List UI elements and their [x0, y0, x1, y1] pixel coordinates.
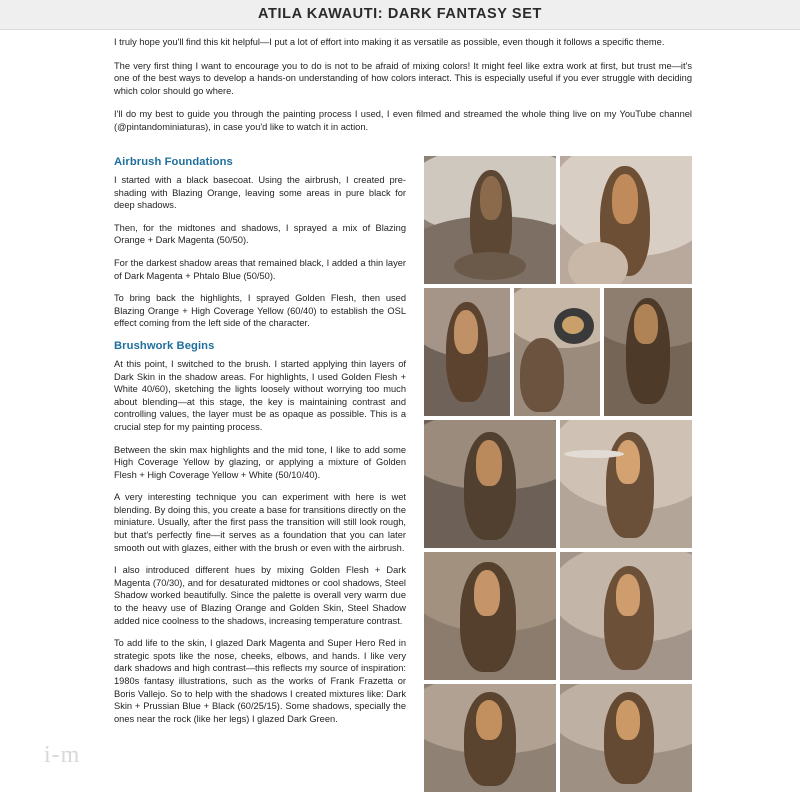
airbrush-paragraph-4: To bring back the highlights, I sprayed Golden Flesh, then used Blazing Orange + High Coverage Yellow (60/40) to establish the OSL effect coming from the left side of the character. [114, 293, 406, 329]
photo-brush-detail-right [560, 552, 692, 680]
photo-brush-on-figure [560, 420, 692, 548]
brushwork-paragraph-2: Between the skin max highlights and the mid tone, I like to add some High Coverage Yellow by glazing, or applying a mixture of Golden Flesh + High Coverage Yellow + White (50/10/40). [114, 444, 406, 480]
body-column [114, 156, 406, 735]
section-airbrush-foundations [114, 156, 406, 330]
intro-paragraph-1: I truly hope you'll find this kit helpful—I put a lot of effort into making it as versatile as possible, even though it follows a specific theme. [114, 37, 665, 47]
intro-paragraph-3: I'll do my best to guide you through the painting process I used, I even filmed and streamed the whole thing live on my YouTube channel (@pintandominiaturas), in case you'd like to watch it in action. [114, 109, 692, 132]
airbrush-paragraph-3: For the darkest shadow areas that remained black, I added a thin layer of Dark Magenta + Phtalo Blue (50/50). [114, 257, 406, 281]
gallery-row-5 [424, 684, 692, 792]
brushwork-paragraph-4: I also introduced different hues by mixing Golden Flesh + Dark Magenta (70/30), and for desaturated midtones or cool shadows, Steel Shadow worked beautifully. Since the palette is overall very warm due to the heavy use of Blazing Orange and Golden Skin, Steel Shadow added nice coolness to the shadows, increasing temperature contrast. [114, 565, 406, 626]
gallery-row-4 [424, 552, 692, 680]
section-heading-airbrush-foundations: Airbrush Foundations [114, 156, 233, 168]
brushwork-paragraph-1: At this point, I switched to the brush. I started applying thin layers of Dark Skin in the shadow areas. For highlights, I used Golden Flesh + White 40/60), sketching the lights loosely without worrying too much about blending—at this stage, the key is maintaining contrast and controlling values, the layer must be as opaque as possible. This is a crucial step for my painting process. [114, 358, 406, 432]
photo-miniature-brushwork [424, 420, 556, 548]
intro-paragraph-2: The very first thing I want to encourage you to do is not to be afraid of mixing colors! It might feel like extra work at first, but trust me—it's one of the best ways to develop a hands-on understanding of how colors interact. This is especially useful if you ever struggle with deciding which color should go where. [114, 60, 692, 96]
brushwork-paragraph-3: A very interesting technique you can experiment with here is wet blending. By doing this, you create a base for transitions directly on the miniature. Usually, after the first pass the transition will still look rough, but that's perfectly fine—it serves as a foundation that you can later smooth out with glazes, either with the brush or even with the airbrush. [114, 492, 406, 553]
intro-block [114, 36, 692, 145]
photo-miniature-highlights [424, 288, 510, 416]
page-title: ATILA KAWAUTI: DARK FANTASY SET [258, 6, 542, 22]
gallery-row-3 [424, 420, 692, 548]
gallery-row-1 [424, 156, 692, 284]
section-brushwork-begins [114, 340, 406, 725]
watermark: i-m [44, 742, 81, 768]
photo-miniature-final-left [424, 684, 556, 792]
section-heading-brushwork-begins: Brushwork Begins [114, 339, 215, 352]
airbrush-paragraph-2: Then, for the midtones and shadows, I sprayed a mix of Blazing Orange + Dark Magenta (50/50). [114, 222, 406, 246]
photo-miniature-orange-basecoat [560, 156, 692, 284]
photo-palette-and-brush [514, 288, 600, 416]
photo-miniature-detail-left [424, 552, 556, 680]
photo-miniature-final-right [560, 684, 692, 792]
airbrush-paragraph-1: I started with a black basecoat. Using the airbrush, I created pre-shading with Blazing Orange, leaving some areas in pure black for deep shadows. [114, 175, 406, 211]
photo-miniature-back-view [604, 288, 692, 416]
photo-miniature-pre-shading [424, 156, 556, 284]
photo-gallery [424, 156, 692, 796]
brushwork-paragraph-5: To add life to the skin, I glazed Dark Magenta and Super Hero Red in strategic spots like the nose, cheeks, elbows, and hands. I like very dark shadows and high contrast—this reflects my source of inspiration: 1980s fantasy illustrations, such as the works of Frank Frazetta or Boris Vallejo. So to help with the shadows I created mixtures like: Dark Skin + Prussian Blue + Black (60/25/15). Some shadows, specially the ones near the rock (like her legs) I glazed Dark Green. [114, 638, 406, 724]
gallery-row-2 [424, 288, 692, 416]
